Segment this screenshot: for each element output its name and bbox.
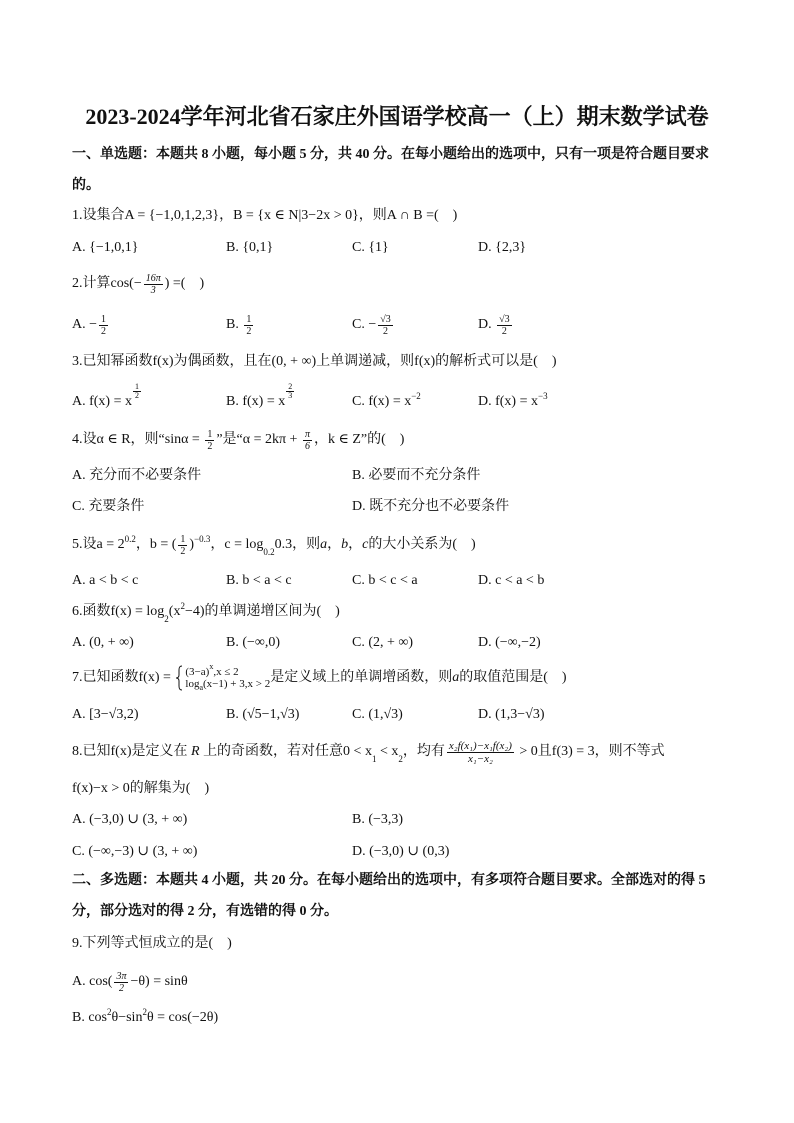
denominator: 6 [304,440,310,452]
question-7-option-c: C. (1,√3) [352,707,403,722]
question-5-option-c: C. b < c < a [352,573,418,588]
question-7-stem [72,662,567,692]
denominator: 3 [288,391,293,400]
piecewise-cases [185,662,271,692]
stem-text: 7.已知函数f(x) = [72,670,175,685]
option-label: B. [226,317,243,332]
question-8-option-a: A. (−3,0) ∪ (3, + ∞) [72,812,188,827]
option-label: D. [478,317,496,332]
stem-text: 0.3，则 [274,537,321,552]
question-1-option-d: D. {2,3} [478,240,527,255]
question-4-option-c: C. 充要条件 [72,499,145,514]
numerator: √3 [380,313,391,325]
exponent: x [209,662,214,671]
stem-text: 的大小关系为( ) [368,537,476,552]
section-1-heading-line-2: 的。 [72,178,100,193]
option-text: C. f(x) = x [352,394,412,409]
question-6-option-a: A. (0, + ∞) [72,635,134,650]
question-8-option-c: C. (−∞,−3) ∪ (3, + ∞) [72,844,198,859]
denominator: 2 [246,325,252,337]
fraction [497,314,512,337]
stem-text: ”是“α = 2kπ + [216,432,301,447]
question-6-option-c: C. (2, + ∞) [352,635,414,650]
fraction [178,534,187,557]
question-9-stem: 9.下列等式恒成立的是( ) [72,936,232,951]
numerator: π [304,428,310,440]
denominator: 2 [101,325,107,337]
question-6-option-b: B. (−∞,0) [226,635,281,650]
question-7-option-b: B. (√5−1,√3) [226,707,300,722]
question-7-option-a: A. [3−√3,2) [72,707,139,722]
option-label: A. − [72,317,98,332]
question-8-stem-line-1 [72,739,665,765]
denominator: 2 [501,325,507,337]
stem-text: 的取值范围是( ) [459,670,567,685]
question-4-stem [72,430,404,450]
question-1-option-c: C. {1} [352,240,389,255]
case-1 [185,662,270,678]
exam-title: 2023-2024学年河北省石家庄外国语学校高一（上）期末数学试卷 [85,104,709,129]
option-text: A. cos( [72,974,113,989]
question-3-stem: 3.已知幂函数f(x)为偶函数，且在(0, + ∞)上单调递减，则f(x)的解析式可以是( ) [72,354,557,369]
stem-text: ) [189,537,195,552]
question-4-option-b: B. 必要而不充分条件 [352,468,481,483]
denominator: 2 [135,391,139,400]
question-1-option-a: A. {−1,0,1} [72,240,139,255]
fraction [447,740,514,765]
exponent: 0.2 [124,534,136,544]
question-3-option-d [478,392,548,412]
stem-text: −4)的单调递增区间为( ) [184,604,340,619]
numerator: 16π [145,272,161,284]
log-base: 2 [164,614,169,624]
case-condition: ,x ≤ 2 [213,666,239,678]
numerator: 1 [207,428,213,440]
stem-text: (x [168,604,181,619]
question-2-option-c [352,315,395,335]
fraction [99,314,108,337]
question-5-option-b: B. b < a < c [226,573,292,588]
numerator: √3 [499,313,510,325]
fraction [378,314,393,337]
fraction [244,314,253,337]
question-3-option-a [72,382,141,412]
stem-text: 6.函数f(x) = log [72,604,165,619]
option-text: θ−sin [111,1010,143,1025]
variable-c: c [362,537,369,552]
exponent: −2 [411,391,421,401]
exponent: 2 [107,1007,112,1017]
numerator: x₂f(x₁)−x₁f(x₂) [448,739,512,752]
question-6-stem [72,602,340,622]
fraction [205,429,214,452]
stem-text: < x [376,744,399,759]
option-text: D. f(x) = x [478,394,538,409]
stem-text: ，c = log [210,537,264,552]
question-2-option-d [478,315,514,335]
fraction [114,971,128,994]
numerator: 3π [116,970,127,982]
denominator: 3 [150,284,156,296]
numerator: 1 [101,313,107,325]
exponent: 2 [142,1007,147,1017]
denominator: 2 [118,982,124,994]
variable-a: a [320,537,328,552]
option-text: θ = cos(−2θ) [146,1010,219,1025]
variable-b: b [341,537,349,552]
exponent-fraction [133,383,141,400]
left-brace-icon [175,665,183,691]
numerator: 1 [135,382,139,391]
subscript: 1 [371,754,377,764]
stem-text: > 0且f(3) = 3，则不等式 [515,744,665,759]
stem-text: 8.已知f(x)是定义在 [72,744,191,759]
denominator: 2 [207,440,213,452]
stem-text: 是定义域上的单调增函数，则 [270,670,453,685]
stem-text: ，均有 [402,744,445,759]
variable-r: R [191,744,200,759]
option-text: B. f(x) = x [226,394,286,409]
stem-text: 上的奇函数，若对任意0 < x [199,744,372,759]
question-3-option-b [226,382,294,412]
exponent: −3 [538,391,548,401]
option-text: B. cos [72,1010,107,1025]
section-1-heading-line-1: 一、单选题：本题共 8 小题，每小题 5 分，共 40 分。在每小题给出的选项中，只有一项是符合题目要求 [72,147,709,162]
question-3-option-c [352,392,421,412]
separator: ， [348,537,363,552]
section-2-heading-line-2: 分，部分选对的得 2 分，有选错的得 0 分。 [72,904,338,919]
question-1-option-b: B. {0,1} [226,240,274,255]
question-4-option-d: D. 既不充分也不必要条件 [352,499,510,514]
case-2 [185,678,270,690]
subscript: 2 [398,754,403,764]
case-expression: log [185,678,200,690]
question-6-option-d: D. (−∞,−2) [478,635,541,650]
variable-a: a [452,670,460,685]
denominator: 2 [180,545,186,557]
stem-text: 5.设a = 2 [72,537,125,552]
question-9-option-a [72,972,188,992]
exponent: 2 [180,601,185,611]
question-2-option-b [226,315,255,335]
exponent-fraction [286,383,294,400]
stem-text: ) =( ) [164,276,205,291]
separator: ， [327,537,342,552]
option-label: C. − [352,317,377,332]
log-base: 0.2 [263,547,275,557]
denominator: 2 [382,325,388,337]
question-8-option-b: B. (−3,3) [352,812,404,827]
question-4-option-a: A. 充分而不必要条件 [72,468,202,483]
question-5-option-a: A. a < b < c [72,573,139,588]
fraction [144,273,163,296]
section-2-heading-line-1: 二、多选题：本题共 4 小题，共 20 分。在每小题给出的选项中，有多项符合题目要求。全部选对的得 5 [72,873,706,888]
fraction [303,429,312,452]
stem-text: ，k ∈ Z”的( ) [313,432,405,447]
question-2-stem [72,274,204,294]
case-expression: (3−a) [185,666,210,678]
question-8-option-d: D. (−3,0) ∪ (0,3) [352,844,450,859]
numerator: 1 [180,533,186,545]
question-5-option-d: D. c < a < b [478,573,545,588]
log-base: a [199,683,204,692]
stem-text: ，b = ( [135,537,177,552]
numerator: 1 [246,313,252,325]
stem-text: 4.设α ∈ R，则“sinα = [72,432,204,447]
case-condition: (x−1) + 3,x > 2 [203,678,271,690]
question-9-option-b [72,1008,218,1028]
numerator: 2 [288,382,293,391]
exponent: −0.3 [194,534,211,544]
stem-text: 2.计算cos(− [72,276,142,291]
denominator: x₁−x₂ [467,752,493,765]
question-8-stem-line-2: f(x)−x > 0的解集为( ) [72,781,210,796]
question-7-option-d: D. (1,3−√3) [478,707,545,722]
option-text: A. f(x) = x [72,394,132,409]
option-text: −θ) = sinθ [130,974,188,989]
question-5-stem [72,535,476,555]
question-2-option-a [72,315,110,335]
question-1-stem: 1.设集合A = {−1,0,1,2,3}，B = {x ∈ N|3−2x > 0}，则A ∩ B =( ) [72,208,458,223]
